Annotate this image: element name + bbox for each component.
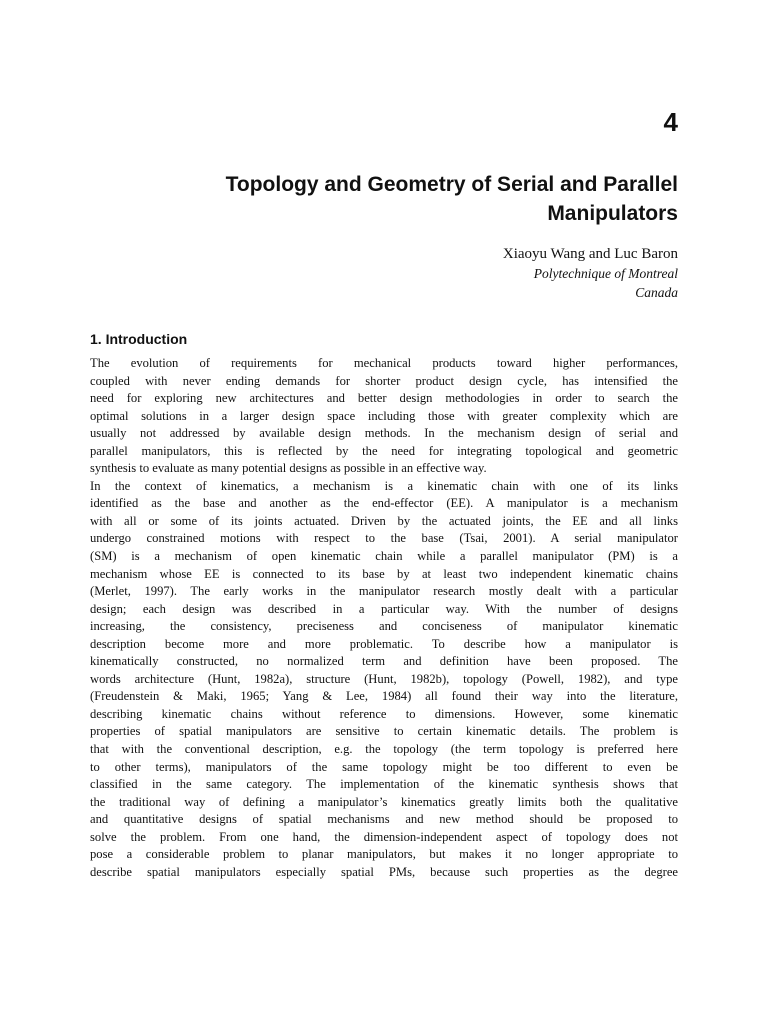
text-line: identified as the base and another as the end-effector (EE). A manipulator is a mechanism [90,496,678,511]
chapter-title [90,170,678,228]
text-line: to other terms), manipulators of the same topology might be too different to even be [90,759,678,774]
text-line: design; each design was described in a particular way. With the number of designs [90,601,678,616]
text-line: In the context of kinematics, a mechanism is a kinematic chain with one of its links [90,478,678,493]
section-heading: 1. Introduction [90,331,188,347]
text-line: solve the problem. From one hand, the dimension-independent aspect of topology does not [90,829,678,844]
text-line: kinematically constructed, no normalized term and definition have been proposed. The [90,654,678,669]
affiliation-line: Polytechnique of Montreal [533,266,678,281]
text-line: and quantitative designs of spatial mechanisms and new method should be proposed to [90,812,678,827]
chapter-title-line: Topology and Geometry of Serial and Parallel [225,173,678,196]
text-line: parallel manipulators, this is reflected by the need for integrating topological and geometric [90,443,678,458]
book-page [90,0,678,1024]
text-line: The evolution of requirements for mechanical products toward higher performances, [90,356,678,370]
body-text [90,355,678,881]
chapter-number: 4 [663,107,678,137]
paragraph [90,478,678,882]
text-line: pose a considerable problem to planar manipulators, but makes it no longer appropriate to [90,847,678,862]
text-line: need for exploring new architectures and better design methodologies in order to search the [90,391,678,406]
text-line: describing kinematic chains without reference to dimensions. However, some kinematic [90,706,678,721]
paragraph [90,355,678,478]
affiliation [534,264,678,302]
text-line: increasing, the consistency, preciseness and conciseness of manipulator kinematic [90,619,678,634]
text-line: the traditional way of defining a manipulator’s kinematics greatly limits both the qualitative [90,794,678,809]
text-line: (SM) is a mechanism of open kinematic chain while a parallel manipulator (PM) is a [90,549,678,564]
text-line: undergo constrained motions with respect to the base (Tsai, 2001). A serial manipulator [90,531,678,546]
text-line: (Freudenstein & Maki, 1965; Yang & Lee, 1984) all found their way into the literature, [90,689,678,704]
affiliation-line: Canada [635,285,678,300]
text-line: describe spatial manipulators especially spatial PMs, because such properties as the degree [90,864,678,879]
text-line: description become more and more problematic. To describe how a manipulator is [90,636,678,651]
text-line: (Merlet, 1997). The early works in the manipulator research mostly dealt with a particular [90,584,678,599]
text-line: coupled with never ending demands for shorter product design cycle, has intensified the [90,373,678,388]
text-line: synthesis to evaluate as many potential designs as possible in an effective way. [90,461,487,476]
text-line: optimal solutions in a larger design space including those with greater complexity which are [90,408,678,423]
text-line: usually not addressed by available design methods. In the mechanism design of serial and [90,426,678,441]
text-line: mechanism whose EE is connected to its base by at least two independent kinematic chains [90,566,678,581]
text-line: that with the conventional description, e.g. the topology (the term topology is preferred here [90,742,678,757]
text-line: classified in the same category. The implementation of the kinematic synthesis shows that [90,777,678,792]
authors: Xiaoyu Wang and Luc Baron [502,246,678,262]
text-line: properties of spatial manipulators are sensitive to certain kinematic details. The problem is [90,724,678,739]
text-line: with all or some of its joints actuated. Driven by the actuated joints, the EE and all links [90,513,678,528]
chapter-title-line: Manipulators [547,202,678,225]
text-line: words architecture (Hunt, 1982a), structure (Hunt, 1982b), topology (Powell, 1982), and type [90,671,678,686]
